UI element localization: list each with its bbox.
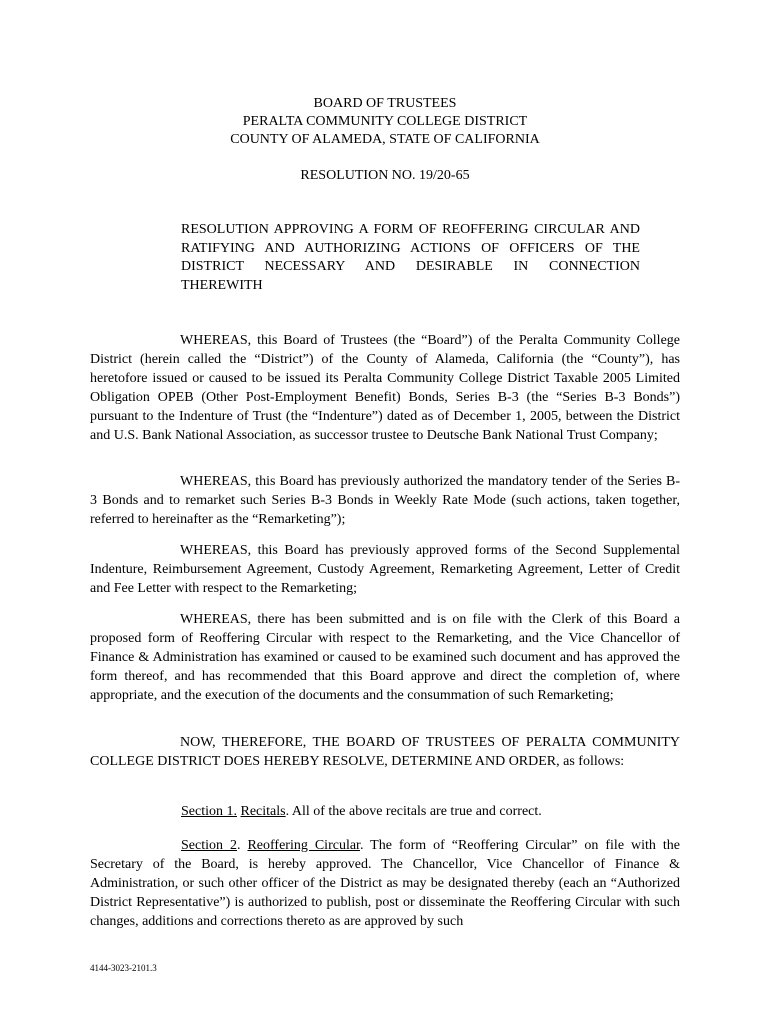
resolve-paragraph (90, 733, 680, 771)
recital-paragraph-3 (90, 541, 680, 598)
section-2-heading: Reoffering Circular (247, 838, 360, 853)
recital-text-3: WHEREAS, this Board has previously approved forms of the Second Supplemental Indenture, Reimbursement Agreement, Custody Agreement, Remarketing Agreement, Letter of Credit and Fee Letter with respect to the Remarketing; (90, 543, 680, 596)
recital-paragraph-1 (90, 331, 680, 445)
resolve-text: NOW, THEREFORE, THE BOARD OF TRUSTEES OF PERALTA COMMUNITY COLLEGE DISTRICT DOES HEREBY RESOLVE, DETERMINE AND ORDER, as follows: (90, 735, 680, 769)
document-header (0, 95, 770, 149)
section-2-number: Section 2 (181, 838, 237, 853)
section-2 (90, 836, 680, 931)
header-county-line: COUNTY OF ALAMEDA, STATE OF CALIFORNIA (230, 132, 540, 147)
section-1 (90, 802, 680, 821)
resolution-number: RESOLUTION NO. 19/20-65 (300, 168, 470, 183)
section-1-text: . All of the above recitals are true and correct. (285, 804, 542, 819)
resolution-title: RESOLUTION APPROVING A FORM OF REOFFERING CIRCULAR AND RATIFYING AND AUTHORIZING ACTIONS OF OFFICERS OF THE DISTRICT NECESSARY AND DESIRABLE IN CONNECTION THEREWITH (181, 222, 640, 293)
footer-document-code: 4144-3023-2101.3 (90, 963, 157, 973)
recital-text-4: WHEREAS, there has been submitted and is on file with the Clerk of this Board a proposed form of Reoffering Circular with respect to the Remarketing, and the Vice Chancellor of Finance & Administration has examined or caused to be examined such document and has approved the form thereof, and has recommended that this Board approve and direct the completion of, where appropriate, and the execution of the documents and the consummation of such Remarketing; (90, 612, 680, 703)
recital-paragraph-4 (90, 610, 680, 705)
recital-paragraph-2 (90, 472, 680, 529)
recital-text-1: WHEREAS, this Board of Trustees (the “Board”) of the Peralta Community College District (herein called the “District”) of the County of Alameda, California (the “County”), has heretofore issued or caused to be issued its Peralta Community College District Taxable 2005 Limited Obligation OPEB (Other Post-Employment Benefit) Bonds, Series B-3 (the “Series B-3 Bonds”) pursuant to the Indenture of Trust (the “Indenture”) dated as of December 1, 2005, between the District and U.S. Bank National Association, as successor trustee to Deutsche Bank National Trust Company; (90, 333, 680, 443)
header-district-line: PERALTA COMMUNITY COLLEGE DISTRICT (242, 114, 528, 129)
section-1-heading: Recitals (240, 804, 286, 819)
section-2-separator: . (236, 838, 248, 853)
header-board-line: BOARD OF TRUSTEES (313, 96, 457, 111)
recital-text-2: WHEREAS, this Board has previously authorized the mandatory tender of the Series B-3 Bonds and to remarket such Series B-3 Bonds in Weekly Rate Mode (such actions, taken together, referred to hereinafter as the “Remarketing”); (90, 474, 680, 527)
section-1-number: Section 1. (181, 804, 237, 819)
section-2-text: . The form of “Reoffering Circular” on file with the Secretary of the Board, is hereby approved. The Chancellor, Vice Chancellor of Finance & Administration, or such other officer of the District as may be designated thereby (each an “Authorized District Representative”) is authorized to publish, post or disseminate the Reoffering Circular with such changes, additions and corrections thereto as are approved by such (90, 838, 680, 929)
